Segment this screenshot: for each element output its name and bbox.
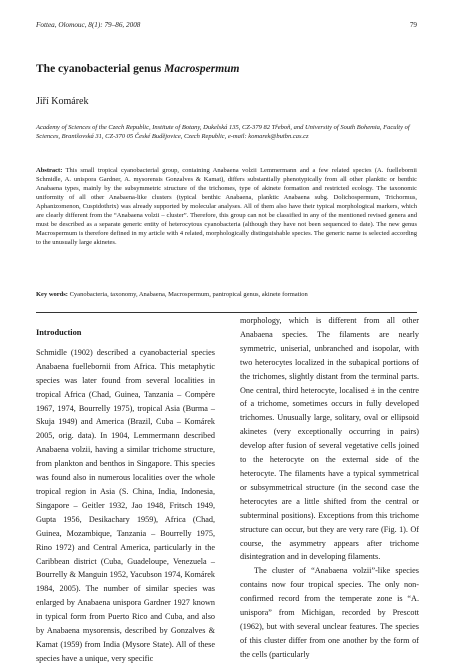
section-divider [36,312,417,313]
article-title [36,63,240,75]
title-genus: Macrospermum [164,63,240,75]
abstract-text: This small tropical cyanobacterial group, containing Anabaena volzii Lemmermann and a few related species (A. fuellebornii Schmidle, A. unispora Gardner, A. mysorensis Gonzalves & Kamat), differs substantially phenotypically from all other planktic or benthic Anabaena types, mainly by the subsymmetric structure of the trichomes, type of akinete formation and restricted ecology. The taxonomic uniformity of all other Anabaena-like clusters (typical benthic Anabaena, planktic Anabaena subg. Dolichospermum, Trichormus, Aphanizomenon, Cuspidothrix) was already supported by molecular analyses. All of them also have their typical morphological markers, which are clearly different from the “Anabaena volzii – cluster”. Therefore, this group can not be classified in any of the mentioned revised genera and must be described as a separate generic entity of heterocytous cyanobacteria (although they have not been sequenced to date). The new genus Macrospermum is therefore defined in my article with 4 related, morphologically distinguishable species. The generic name is selected according to the unusually large akinetes. [36,167,417,246]
body-paragraph-2: The cluster of “Anabaena volzii”-like species contains now four tropical species. The only non-confirmed record from the temperate zone is “A. unispora” from Michigan, recorded by Prescott (1962), but with several unclear features. The species of this cluster differ from one another by the form of the cells (particularly [240,566,419,659]
abstract-label: Abstract: [36,167,63,174]
abstract [36,166,417,247]
author-name: Jiří Komárek [36,96,89,107]
keywords-label: Key words: [36,291,68,298]
keywords [36,290,417,299]
keywords-text: Cyanobacteria, taxonomy, Anabaena, Macrospermum, pantropical genus, akinete formation [69,291,308,298]
title-prefix: The cyanobacterial genus [36,63,165,75]
body-paragraph-1: morphology, which is different from all other Anabaena species. The filaments are nearly symmetric, uniserial, unbranched and isopolar, with two heterocytes localized in the subapical portions of the trichomes, slightly distant from the terminal parts. One central, third heterocyte, localised ± in the centre of a trichome, sometimes occurs in fully developed trichomes. Unusually large, solitary, oval or ellipsoid akinetes (very exceptionally occurring in pairs) develop after fusion of several vegetative cells joined to the heterocyte on the external side of the heterocyte. The filaments have a typical symmetrical or subsymmetrical structure (in the second case the heterocytes are a little shifted from the central or subterminal positions). Exceptions from this trichome structure can occur, but they are very rare (Fig. 1). Of course, the asymmetry appears after trichome disintegration and in developing filaments. [240,316,419,562]
introduction-heading: Introduction [36,328,82,337]
right-column [240,314,419,662]
affiliation: Academy of Sciences of the Czech Republic, Institute of Botany, Dukelská 135, CZ-379 82 Třeboň, and University of South Bohemia, Faculty of Sciences, Branišovská 31, CZ-370 05 České Budějovice, Czech Republic, e-mail: komarek@butbn.cas.cz [36,124,410,140]
introduction-paragraph: Schmidle (1902) described a cyanobacterial species Anabaena fuellebornii from Africa. This metaphytic species was later found from several localities in tropical Africa (Chad, Guinea, Tanzania – Compère 1967, 1974, Bourrelly 1975), tropical Asia (Burma – Skuja 1949) and America (Brazil, Cuba – Komárek 2005, orig. data). In 1904, Lemmermann described Anabaena volzii, having a similar trichome structure, from plankton and benthos in Singapore. This species was found also in numerous localities over the whole tropical region in Asia (S. China, India, Indonesia, Singapore – Geitler 1932, Jao 1948, Fritsch 1949, Gupta 1956, Desikachary 1959), Africa (Chad, Guinea, Mozambique, Tanzania – Bourrelly 1975, Rino 1972) and Central America, particularly in the Caribbean district (Cuba, Guadeloupe, Venezuela – Bourrelly & Manguin 1952, Yacubson 1974, Komárek 1984, 2005). The number of similar species was enlarged by Anabaena unispora Gardner 1927 known in typical form from Puerto Rico and Cuba, and also by Anabaena mysorensis, described by Gonzalves & Kamat (1959) from India (Mysore State). All of these species have a unique, very specific [36,347,215,663]
left-column [36,326,215,666]
page-number: 79 [409,21,417,29]
journal-citation: Fottea, Olomouc, 8(1): 79–86, 2008 [36,21,141,29]
